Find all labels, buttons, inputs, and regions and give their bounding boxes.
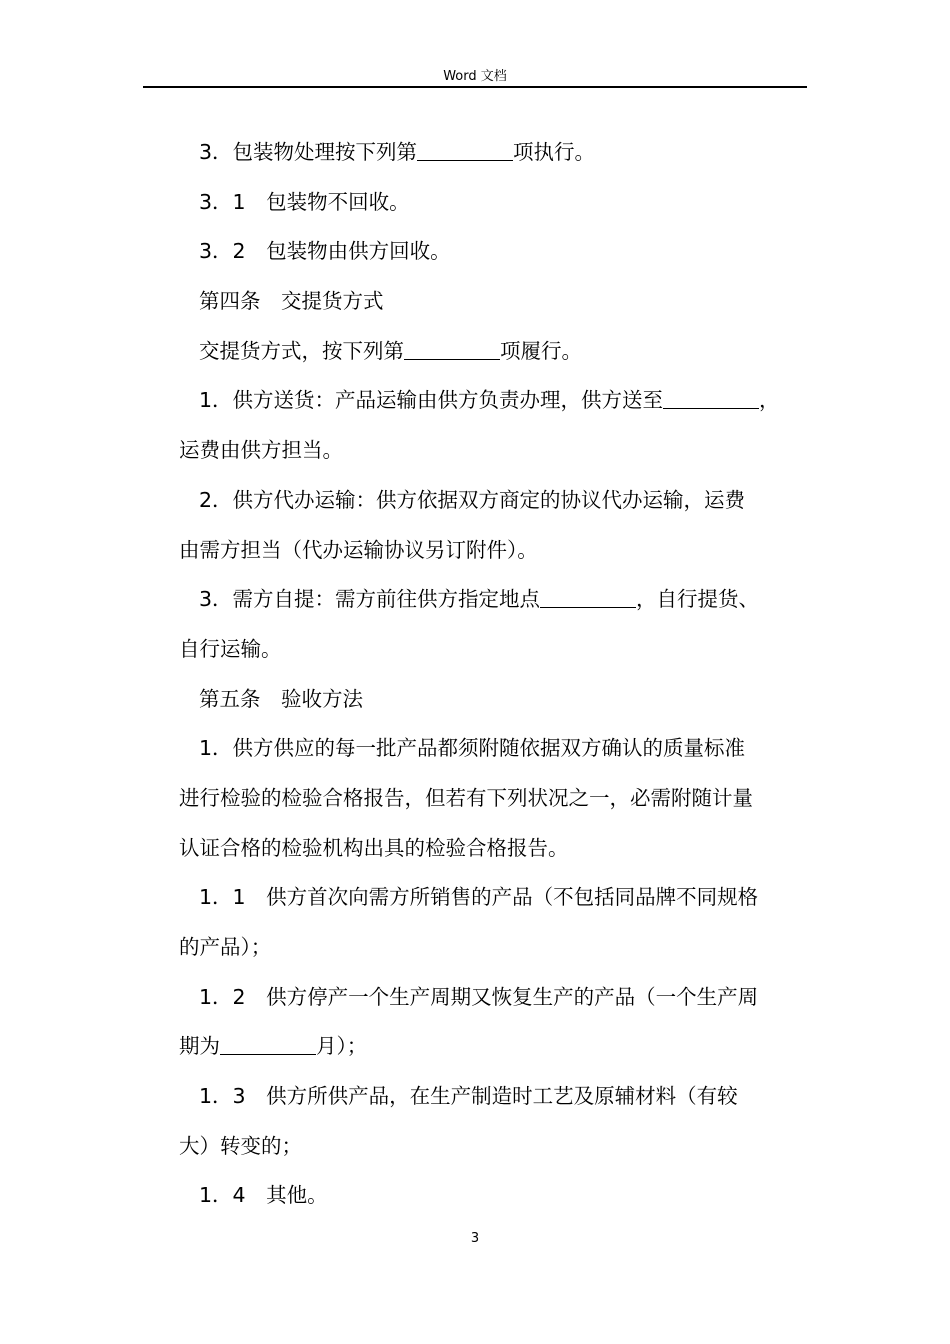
clause-4-1-cont: 运费由供方担当。 bbox=[179, 438, 343, 463]
clause-3-1: 3．1 包装物不回收。 bbox=[199, 189, 410, 214]
clause-5-1-2: 1．2 供方停产一个生产周期又恢复生产的产品（一个生产周 bbox=[199, 984, 759, 1009]
article-5-heading: 第五条 验收方法 bbox=[199, 686, 363, 711]
clause-5-1-3-cont: 大）转变的； bbox=[179, 1133, 302, 1158]
article-4-intro: 交提货方式，按下列第 项履行。 bbox=[199, 338, 582, 363]
clause-5-1-1: 1．1 供方首次向需方所销售的产品（不包括同品牌不同规格 bbox=[199, 885, 759, 910]
clause-3-packaging: 3．包装物处理按下列第 项执行。 bbox=[199, 140, 596, 164]
clause-3-2: 3．2 包装物由供方回收。 bbox=[199, 239, 451, 264]
clause-5-1-1-cont: 的产品）； bbox=[179, 935, 272, 959]
fill-in-blank[interactable] bbox=[404, 339, 500, 360]
clause-4-1: 1．供方送货：产品运输由供方负责办理，供方送至 ， bbox=[199, 388, 780, 413]
fill-in-blank[interactable] bbox=[540, 587, 636, 608]
clause-5-1-cont: 进行检验的检验合格报告，但若有下列状况之一，必需附随计量 bbox=[179, 785, 753, 810]
clause-5-1-3: 1．3 供方所供产品，在生产制造时工艺及原辅材料（有较 bbox=[199, 1084, 738, 1109]
header-divider bbox=[143, 86, 807, 88]
fill-in-blank[interactable] bbox=[663, 388, 759, 409]
clause-4-2-cont: 由需方担当（代办运输协议另订附件）。 bbox=[179, 537, 538, 562]
fill-in-blank[interactable] bbox=[220, 1034, 316, 1055]
clause-4-3: 3．需方自提：需方前往供方指定地点 ，自行提货、 bbox=[199, 587, 760, 612]
page-number: 3 bbox=[470, 1231, 480, 1246]
clause-4-2: 2．供方代办运输：供方依据双方商定的协议代办运输，运费 bbox=[199, 487, 746, 512]
clause-5-1-cont-2: 认证合格的检验机构出具的检验合格报告。 bbox=[179, 835, 569, 860]
article-4-heading: 第四条 交提货方式 bbox=[199, 289, 384, 314]
fill-in-blank[interactable] bbox=[417, 140, 513, 161]
document-body bbox=[179, 128, 809, 1221]
clause-5-1-4: 1．4 其他。 bbox=[199, 1183, 328, 1208]
clause-5-1-2-cont: 期为 月）； bbox=[179, 1034, 368, 1059]
clause-5-1: 1．供方供应的每一批产品都须附随依据双方确认的质量标准 bbox=[199, 736, 746, 761]
clause-4-3-cont: 自行运输。 bbox=[179, 636, 282, 661]
page-header: Word 文档 bbox=[443, 69, 507, 84]
